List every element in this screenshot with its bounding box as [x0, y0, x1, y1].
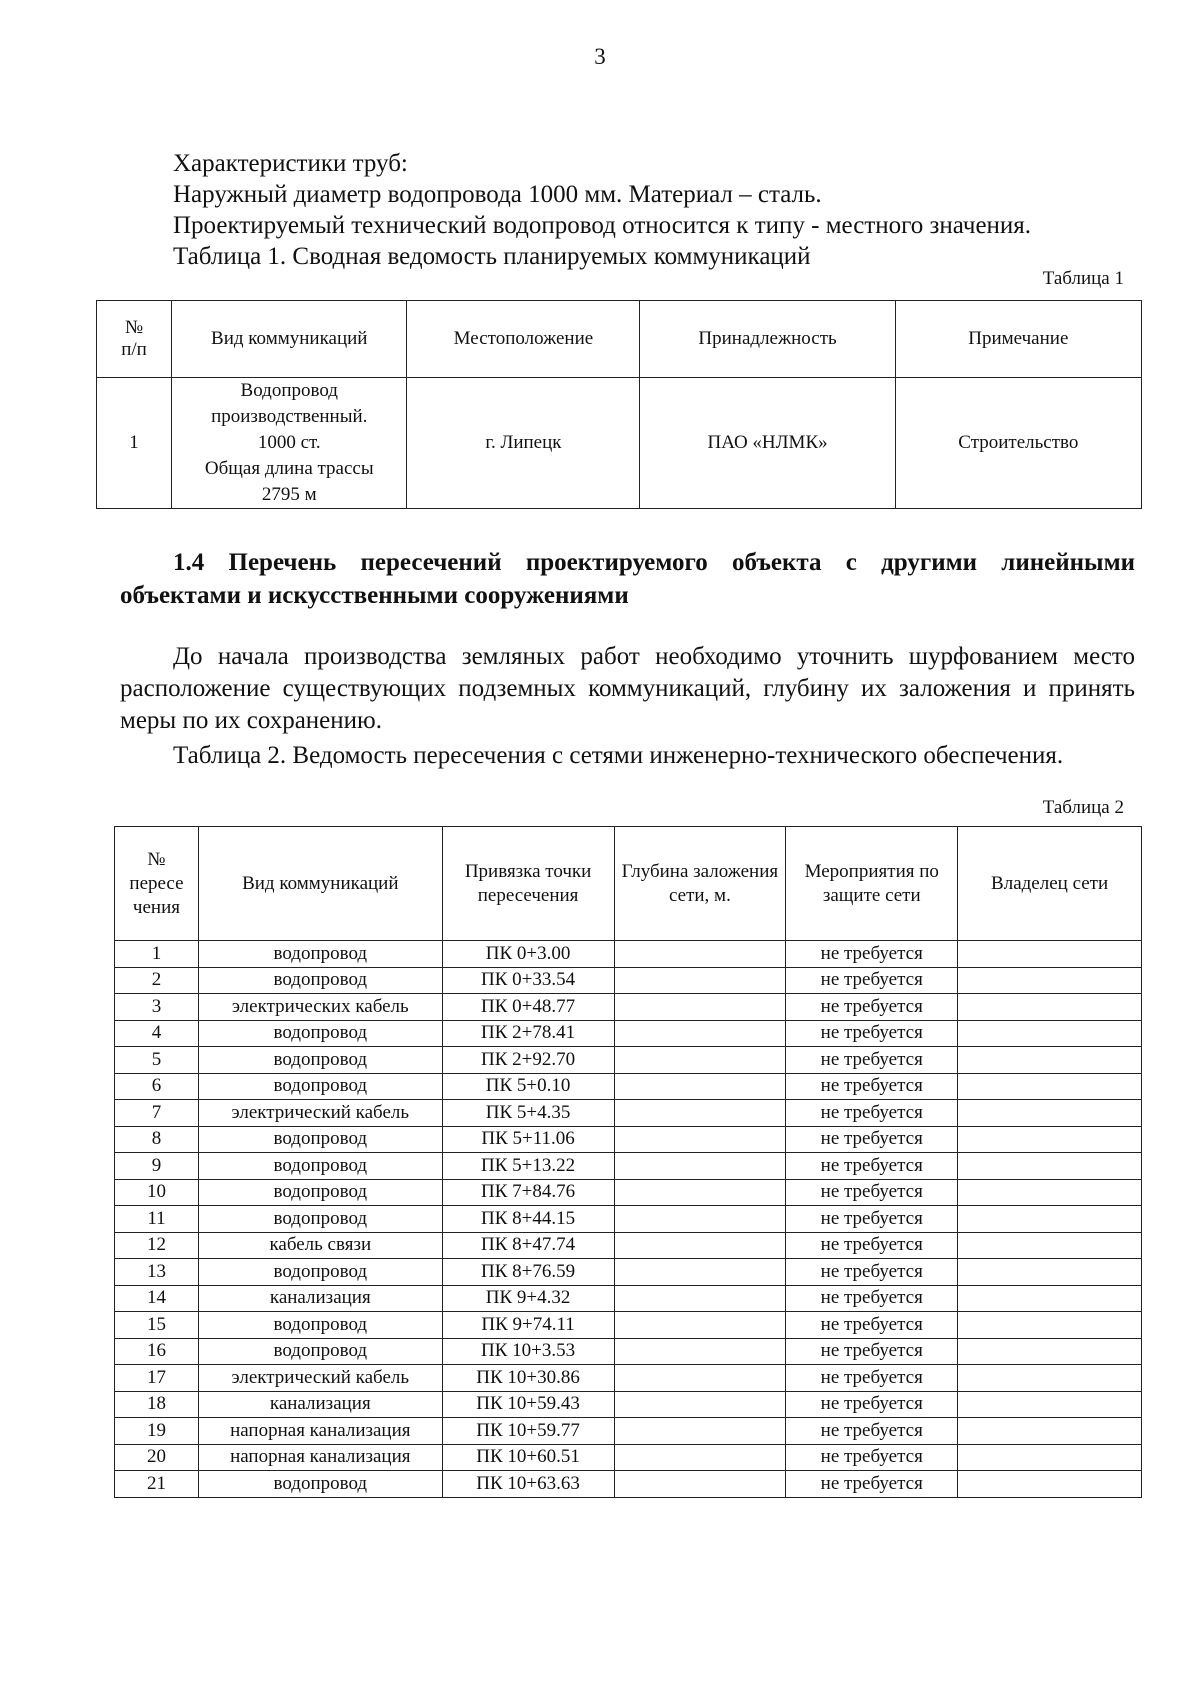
row-number: 6	[115, 1073, 199, 1100]
table2-caption: Таблица 2	[1042, 797, 1124, 818]
header-reference-point: Привязка точки пересечения	[442, 827, 614, 941]
depth-cell	[614, 1020, 786, 1047]
owner-cell	[958, 1391, 1142, 1418]
reference-point: ПК 5+0.10	[442, 1073, 614, 1100]
depth-cell	[614, 1232, 786, 1259]
table-row	[115, 1285, 1142, 1312]
row-number: 4	[115, 1020, 199, 1047]
protection-cell: не требуется	[786, 1153, 958, 1180]
reference-point: ПК 9+74.11	[442, 1312, 614, 1339]
communication-type: электрических кабель	[198, 994, 442, 1021]
reference-point: ПК 10+59.43	[442, 1391, 614, 1418]
depth-cell	[614, 1047, 786, 1074]
reference-point: ПК 10+3.53	[442, 1338, 614, 1365]
row-number: 12	[115, 1232, 199, 1259]
protection-cell: не требуется	[786, 1073, 958, 1100]
owner-cell	[958, 1073, 1142, 1100]
reference-point: ПК 10+30.86	[442, 1365, 614, 1392]
row-number: 8	[115, 1126, 199, 1153]
depth-cell	[614, 1471, 786, 1498]
row-number: 13	[115, 1259, 199, 1286]
communication-type: электрический кабель	[198, 1100, 442, 1127]
owner-cell	[958, 1471, 1142, 1498]
depth-cell	[614, 1179, 786, 1206]
depth-cell	[614, 1100, 786, 1127]
table-row	[115, 1100, 1142, 1127]
location-cell: г. Липецк	[407, 378, 640, 509]
reference-point: ПК 5+13.22	[442, 1153, 614, 1180]
section-heading: 1.4 Перечень пересечений проектируемого объекта с другими линейными объектами и искусственными сооружениями	[120, 549, 1135, 609]
header-number	[97, 301, 172, 378]
owner-cell	[958, 941, 1142, 968]
table-row	[115, 1153, 1142, 1180]
table-row	[115, 1126, 1142, 1153]
protection-cell: не требуется	[786, 1100, 958, 1127]
communication-type: канализация	[198, 1285, 442, 1312]
communication-type: водопровод	[198, 1312, 442, 1339]
communication-type: водопровод	[198, 967, 442, 994]
protection-cell: не требуется	[786, 1365, 958, 1392]
reference-point: ПК 2+78.41	[442, 1020, 614, 1047]
row-number: 7	[115, 1100, 199, 1127]
table-row	[115, 1338, 1142, 1365]
reference-point: ПК 5+11.06	[442, 1126, 614, 1153]
row-number: 9	[115, 1153, 199, 1180]
communication-type: напорная канализация	[198, 1418, 442, 1445]
reference-point: ПК 8+44.15	[442, 1206, 614, 1233]
owner-cell	[958, 1365, 1142, 1392]
header-location: Местоположение	[407, 301, 640, 378]
header-number-line: чения	[132, 896, 180, 918]
depth-cell	[614, 1259, 786, 1286]
depth-cell	[614, 941, 786, 968]
owner-cell	[958, 1285, 1142, 1312]
type-line: 2795 м	[261, 484, 317, 505]
reference-point: ПК 10+63.63	[442, 1471, 614, 1498]
header-number-symbol: №	[124, 317, 144, 338]
owner-cell	[958, 1232, 1142, 1259]
row-number: 10	[115, 1179, 199, 1206]
depth-cell	[614, 994, 786, 1021]
table-header-row	[115, 827, 1142, 941]
depth-cell	[614, 1391, 786, 1418]
header-number-suffix: п/п	[121, 339, 147, 360]
protection-cell: не требуется	[786, 1020, 958, 1047]
row-number: 21	[115, 1471, 199, 1498]
planned-communications-table	[96, 300, 1142, 509]
table-row	[115, 1259, 1142, 1286]
header-number-line: пересе	[129, 872, 184, 894]
communication-type: водопровод	[198, 1153, 442, 1180]
owner-cell	[958, 1338, 1142, 1365]
depth-cell	[614, 1444, 786, 1471]
row-number: 1	[115, 941, 199, 968]
protection-cell: не требуется	[786, 1126, 958, 1153]
table-row	[115, 1418, 1142, 1445]
reference-point: ПК 8+76.59	[442, 1259, 614, 1286]
table1-caption: Таблица 1	[1042, 268, 1124, 289]
owner-cell	[958, 1126, 1142, 1153]
protection-cell: не требуется	[786, 1259, 958, 1286]
reference-point: ПК 2+92.70	[442, 1047, 614, 1074]
table-row	[115, 1444, 1142, 1471]
row-number: 11	[115, 1206, 199, 1233]
header-depth: Глубина заложения сети, м.	[614, 827, 786, 941]
reference-point: ПК 0+48.77	[442, 994, 614, 1021]
reference-point: ПК 7+84.76	[442, 1179, 614, 1206]
table-row	[97, 378, 1142, 509]
communication-type: водопровод	[198, 1073, 442, 1100]
row-number: 5	[115, 1047, 199, 1074]
communication-type: напорная канализация	[198, 1444, 442, 1471]
depth-cell	[614, 1312, 786, 1339]
table2-intro: Таблица 2. Ведомость пересечения с сетями инженерно-технического обеспечения.	[173, 742, 1064, 769]
owner-cell: ПАО «НЛМК»	[640, 378, 895, 509]
row-number: 18	[115, 1391, 199, 1418]
row-number: 19	[115, 1418, 199, 1445]
section-paragraph: До начала производства земляных работ необходимо уточнить шурфованием место расположение существующих подземных коммуникаций, глубину их заложения и принять меры по их сохранению.	[120, 643, 1135, 734]
protection-cell: не требуется	[786, 994, 958, 1021]
table-row	[115, 1179, 1142, 1206]
type-line: производственный.	[211, 406, 368, 427]
intro-line: Проектируемый технический водопровод относится к типу - местного значения.	[173, 212, 1032, 239]
owner-cell	[958, 967, 1142, 994]
communication-type: водопровод	[198, 1179, 442, 1206]
owner-cell	[958, 1418, 1142, 1445]
owner-cell	[958, 1153, 1142, 1180]
row-number: 20	[115, 1444, 199, 1471]
depth-cell	[614, 1338, 786, 1365]
communication-type	[172, 378, 407, 509]
communication-type: водопровод	[198, 941, 442, 968]
depth-cell	[614, 1418, 786, 1445]
row-number: 16	[115, 1338, 199, 1365]
header-intersection-number	[115, 827, 199, 941]
reference-point: ПК 0+33.54	[442, 967, 614, 994]
table-row	[115, 967, 1142, 994]
communication-type: водопровод	[198, 1020, 442, 1047]
intro-line: Характеристики труб:	[173, 150, 408, 177]
row-number: 17	[115, 1365, 199, 1392]
protection-cell: не требуется	[786, 1285, 958, 1312]
protection-cell: не требуется	[786, 941, 958, 968]
intersections-table	[114, 826, 1142, 1498]
table-row	[115, 1073, 1142, 1100]
row-number: 3	[115, 994, 199, 1021]
table-row	[115, 1312, 1142, 1339]
table-row	[115, 994, 1142, 1021]
table-row	[115, 1365, 1142, 1392]
depth-cell	[614, 967, 786, 994]
communication-type: водопровод	[198, 1471, 442, 1498]
protection-cell: не требуется	[786, 1391, 958, 1418]
intro-line: Таблица 1. Сводная ведомость планируемых коммуникаций	[173, 243, 811, 270]
owner-cell	[958, 994, 1142, 1021]
communication-type: электрический кабель	[198, 1365, 442, 1392]
owner-cell	[958, 1312, 1142, 1339]
intersections-table-body	[115, 941, 1142, 1498]
reference-point: ПК 9+4.32	[442, 1285, 614, 1312]
reference-point: ПК 8+47.74	[442, 1232, 614, 1259]
type-line: 1000 ст.	[257, 432, 321, 453]
depth-cell	[614, 1153, 786, 1180]
protection-cell: не требуется	[786, 1206, 958, 1233]
header-number-symbol: №	[147, 848, 166, 870]
table-row	[115, 1232, 1142, 1259]
communication-type: водопровод	[198, 1126, 442, 1153]
communication-type: водопровод	[198, 1206, 442, 1233]
header-note: Примечание	[895, 301, 1141, 378]
header-type: Вид коммуникаций	[172, 301, 407, 378]
owner-cell	[958, 1020, 1142, 1047]
row-number: 1	[97, 378, 172, 509]
reference-point: ПК 10+59.77	[442, 1418, 614, 1445]
protection-cell: не требуется	[786, 967, 958, 994]
protection-cell: не требуется	[786, 1418, 958, 1445]
header-protection: Мероприятия по защите сети	[786, 827, 958, 941]
owner-cell	[958, 1047, 1142, 1074]
owner-cell	[958, 1100, 1142, 1127]
protection-cell: не требуется	[786, 1471, 958, 1498]
owner-cell	[958, 1206, 1142, 1233]
communication-type: водопровод	[198, 1047, 442, 1074]
owner-cell	[958, 1259, 1142, 1286]
owner-cell	[958, 1444, 1142, 1471]
header-owner: Принадлежность	[640, 301, 895, 378]
intro-line: Наружный диаметр водопровода 1000 мм. Материал – сталь.	[173, 181, 822, 208]
reference-point: ПК 5+4.35	[442, 1100, 614, 1127]
table-row	[115, 1391, 1142, 1418]
depth-cell	[614, 1206, 786, 1233]
page-number: 3	[594, 44, 606, 69]
note-cell: Строительство	[895, 378, 1141, 509]
type-line: Водопровод	[240, 380, 338, 401]
row-number: 14	[115, 1285, 199, 1312]
protection-cell: не требуется	[786, 1179, 958, 1206]
table-header-row	[97, 301, 1142, 378]
table-row	[115, 1047, 1142, 1074]
depth-cell	[614, 1365, 786, 1392]
depth-cell	[614, 1073, 786, 1100]
reference-point: ПК 0+3.00	[442, 941, 614, 968]
row-number: 2	[115, 967, 199, 994]
depth-cell	[614, 1126, 786, 1153]
table-row	[115, 941, 1142, 968]
depth-cell	[614, 1285, 786, 1312]
communication-type: кабель связи	[198, 1232, 442, 1259]
communication-type: водопровод	[198, 1338, 442, 1365]
protection-cell: не требуется	[786, 1338, 958, 1365]
protection-cell: не требуется	[786, 1047, 958, 1074]
type-line: Общая длина трассы	[204, 458, 374, 479]
communication-type: водопровод	[198, 1259, 442, 1286]
header-network-owner: Владелец сети	[958, 827, 1142, 941]
header-type: Вид коммуникаций	[198, 827, 442, 941]
owner-cell	[958, 1179, 1142, 1206]
protection-cell: не требуется	[786, 1312, 958, 1339]
table-row	[115, 1471, 1142, 1498]
table-row	[115, 1206, 1142, 1233]
communication-type: канализация	[198, 1391, 442, 1418]
protection-cell: не требуется	[786, 1232, 958, 1259]
protection-cell: не требуется	[786, 1444, 958, 1471]
pipe-characteristics	[173, 148, 1031, 272]
table-row	[115, 1020, 1142, 1047]
reference-point: ПК 10+60.51	[442, 1444, 614, 1471]
row-number: 15	[115, 1312, 199, 1339]
